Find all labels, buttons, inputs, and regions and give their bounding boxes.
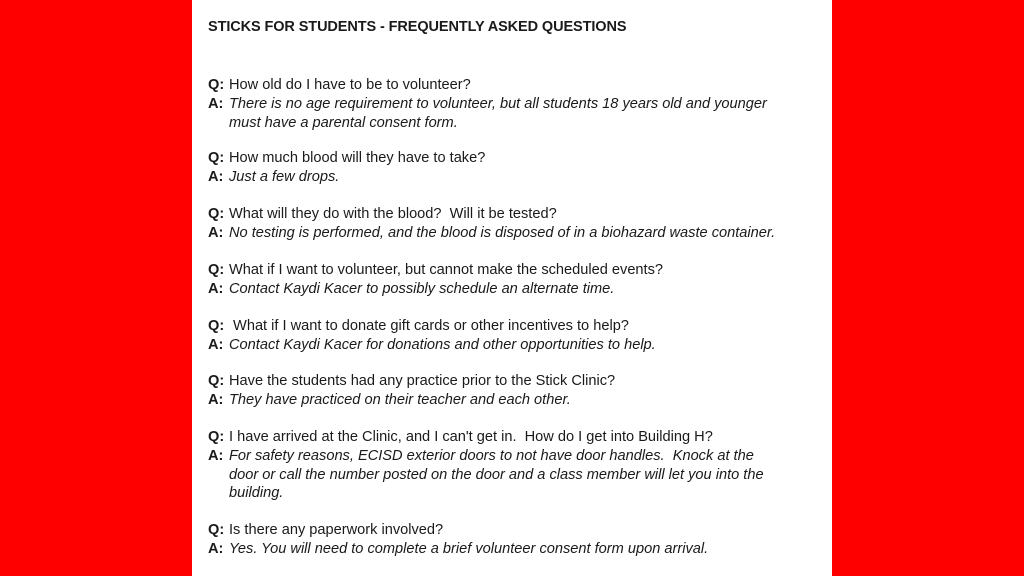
answer-text: They have practiced on their teacher and each other. xyxy=(229,391,571,408)
answer-text: Just a few drops. xyxy=(229,168,340,185)
answer-label: A: xyxy=(208,280,224,297)
faq-item xyxy=(208,261,663,299)
answer-label: A: xyxy=(208,447,224,464)
answer xyxy=(208,280,663,299)
answer-text: Contact Kaydi Kacer for donations and other opportunities to help. xyxy=(229,336,656,353)
question-text: I have arrived at the Clinic, and I can't get in. How do I get into Building H? xyxy=(229,429,713,445)
answer xyxy=(208,447,764,466)
answer-label: A: xyxy=(208,224,224,241)
answer xyxy=(208,95,767,114)
answer-text: For safety reasons, ECISD exterior doors to not have door handles. Knock at the xyxy=(229,447,754,464)
question-label: Q: xyxy=(208,522,225,538)
faq-item xyxy=(208,317,656,355)
answer-label: A: xyxy=(208,540,224,557)
question-label: Q: xyxy=(208,77,225,93)
answer-label: A: xyxy=(208,168,224,185)
question xyxy=(208,149,485,168)
faq-item xyxy=(208,76,767,132)
answer-text: Yes. You will need to complete a brief volunteer consent form upon arrival. xyxy=(229,540,709,557)
question-text: What if I want to volunteer, but cannot make the scheduled events? xyxy=(229,262,664,278)
answer xyxy=(208,168,485,187)
question-label: Q: xyxy=(208,318,225,334)
faq-item xyxy=(208,521,708,559)
document-title: STICKS FOR STUDENTS - FREQUENTLY ASKED QUESTIONS xyxy=(208,19,627,35)
answer xyxy=(208,540,708,559)
document-page xyxy=(192,0,832,576)
question-text: Is there any paperwork involved? xyxy=(229,522,444,538)
answer-text: Contact Kaydi Kacer to possibly schedule an alternate time. xyxy=(229,280,615,297)
answer xyxy=(208,224,775,243)
question xyxy=(208,261,663,280)
question xyxy=(208,317,656,336)
answer-text-continued: door or call the number posted on the door and a class member will let you into the xyxy=(229,466,764,483)
question xyxy=(208,372,615,391)
answer-text: No testing is performed, and the blood is disposed of in a biohazard waste container. xyxy=(229,224,776,241)
question-label: Q: xyxy=(208,262,225,278)
question-label: Q: xyxy=(208,206,225,222)
question-text: What if I want to donate gift cards or other incentives to help? xyxy=(229,318,629,334)
question xyxy=(208,76,767,95)
answer-text-continued: must have a parental consent form. xyxy=(229,114,458,131)
question-text: Have the students had any practice prior to the Stick Clinic? xyxy=(229,373,616,389)
question-text: What will they do with the blood? Will it be tested? xyxy=(229,206,557,222)
question-label: Q: xyxy=(208,429,225,445)
answer-text: There is no age requirement to volunteer, but all students 18 years old and younger xyxy=(229,95,767,112)
question-text: How old do I have to be to volunteer? xyxy=(229,77,471,93)
question-text: How much blood will they have to take? xyxy=(229,150,486,166)
faq-item xyxy=(208,428,764,503)
faq-item xyxy=(208,205,775,243)
question xyxy=(208,428,764,447)
question-label: Q: xyxy=(208,373,225,389)
answer xyxy=(208,336,656,355)
question-label: Q: xyxy=(208,150,225,166)
faq-item xyxy=(208,372,615,410)
answer-label: A: xyxy=(208,336,224,353)
faq-item xyxy=(208,149,485,187)
answer-text-continued: building. xyxy=(229,485,284,502)
question xyxy=(208,205,775,224)
answer xyxy=(208,391,615,410)
answer-label: A: xyxy=(208,95,224,112)
answer-label: A: xyxy=(208,391,224,408)
question xyxy=(208,521,708,540)
